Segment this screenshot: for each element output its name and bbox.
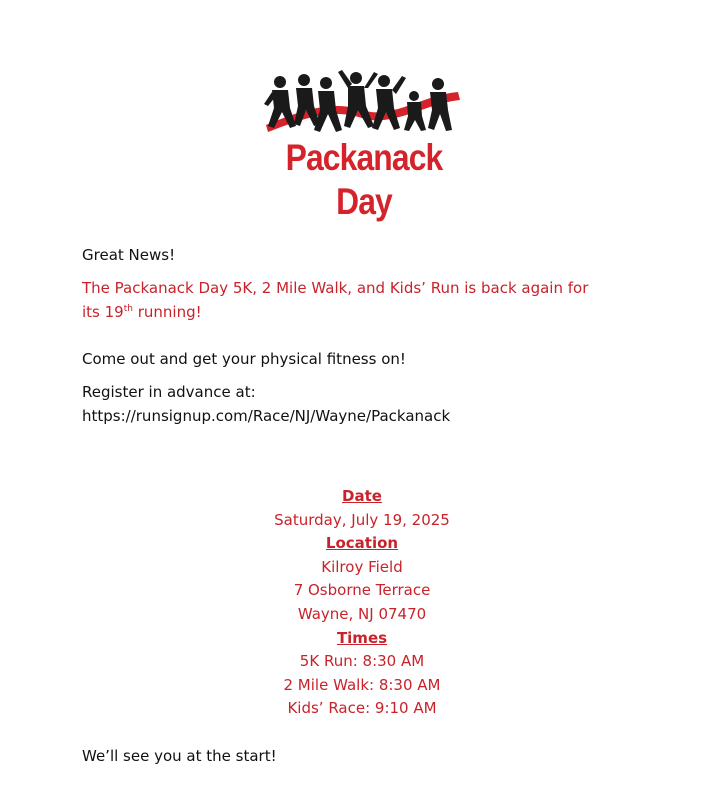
ordinal-suffix: th	[123, 304, 133, 314]
announcement-line-1: The Packanack Day 5K, 2 Mile Walk, and Kids’ Run is back again for	[82, 279, 589, 297]
register-url[interactable]: https://runsignup.com/Race/NJ/Wayne/Packanack	[82, 407, 451, 425]
times-heading: Times	[336, 628, 388, 647]
runners-silhouette-icon	[262, 70, 466, 140]
packanack-day-logo	[262, 70, 466, 222]
announcement-post: running!	[132, 303, 202, 321]
announcement-line-2	[82, 300, 202, 324]
location-street: 7 Osborne Terrace	[293, 581, 431, 600]
closing-message: We’ll see you at the start!	[82, 747, 277, 765]
location-heading: Location	[325, 534, 399, 553]
event-date: Saturday, July 19, 2025	[274, 510, 450, 529]
greeting: Great News!	[82, 246, 176, 264]
register-label: Register in advance at:	[82, 383, 256, 401]
date-heading: Date	[342, 487, 382, 505]
time-kids: Kids’ Race: 9:10 AM	[287, 699, 437, 718]
fitness-message: Come out and get your physical fitness on!	[82, 350, 406, 368]
location-city: Wayne, NJ 07470	[297, 604, 427, 623]
logo-wordmark: Packanack Day	[285, 137, 443, 222]
event-details	[200, 485, 524, 721]
time-walk: 2 Mile Walk: 8:30 AM	[283, 675, 441, 694]
announcement-pre: its 19	[82, 303, 124, 321]
time-5k: 5K Run: 8:30 AM	[299, 652, 425, 671]
location-name: Kilroy Field	[321, 557, 403, 576]
